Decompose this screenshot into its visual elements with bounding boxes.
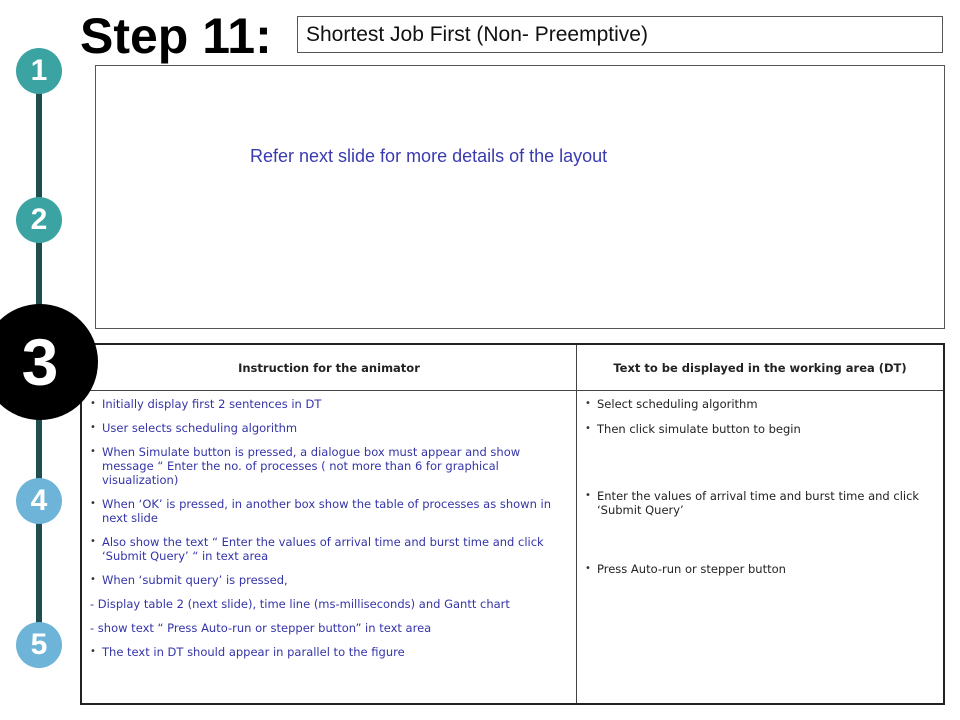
list-item: • Press Auto-run or stepper button <box>585 562 929 576</box>
instruction-column <box>82 391 577 703</box>
list-item: • Enter the values of arrival time and burst time and click ‘Submit Query’ <box>585 489 929 517</box>
step-1-badge[interactable]: 1 <box>16 48 62 94</box>
step-2-badge[interactable]: 2 <box>16 197 62 243</box>
instruction-list <box>90 397 562 659</box>
step-4-badge[interactable]: 4 <box>16 478 62 524</box>
list-item: • Select scheduling algorithm <box>585 397 929 411</box>
list-item: - Display table 2 (next slide), time line (ms-milliseconds) and Gantt chart <box>90 597 510 611</box>
list-item: • Then click simulate button to begin <box>585 422 929 436</box>
list-item: • The text in DT should appear in parallel to the figure <box>90 645 562 659</box>
step-3-badge-active[interactable]: 3 <box>0 304 98 420</box>
list-item: • When Simulate button is pressed, a dialogue box must appear and show message “ Enter the no. of processes ( not more than 6 for graphical visualization) <box>90 445 562 487</box>
list-item: • When ‘OK’ is pressed, in another box show the table of processes as shown in next slide <box>90 497 562 525</box>
instruction-column-header: Instruction for the animator <box>82 345 577 390</box>
step-title: Step 11: <box>80 8 272 64</box>
display-text-column <box>577 391 943 703</box>
list-item: - show text “ Press Auto-run or stepper button” in text area <box>90 621 432 635</box>
algorithm-title-box: Shortest Job First (Non- Preemptive) <box>297 16 943 53</box>
table-body <box>82 391 943 703</box>
layout-note: Refer next slide for more details of the layout <box>250 146 608 166</box>
list-item: • Initially display first 2 sentences in DT <box>90 397 562 411</box>
display-text-column-header: Text to be displayed in the working area (DT) <box>613 360 907 375</box>
layout-preview-area <box>95 65 945 329</box>
display-text-list <box>585 397 929 576</box>
list-item: • User selects scheduling algorithm <box>90 421 562 435</box>
list-item: • When ‘submit query’ is pressed, <box>90 573 562 587</box>
step-5-badge[interactable]: 5 <box>16 622 62 668</box>
table-header-row <box>82 345 943 391</box>
list-item: • Also show the text “ Enter the values of arrival time and burst time and click ‘Submit Query’ “ in text area <box>90 535 562 563</box>
instruction-table <box>80 343 945 705</box>
